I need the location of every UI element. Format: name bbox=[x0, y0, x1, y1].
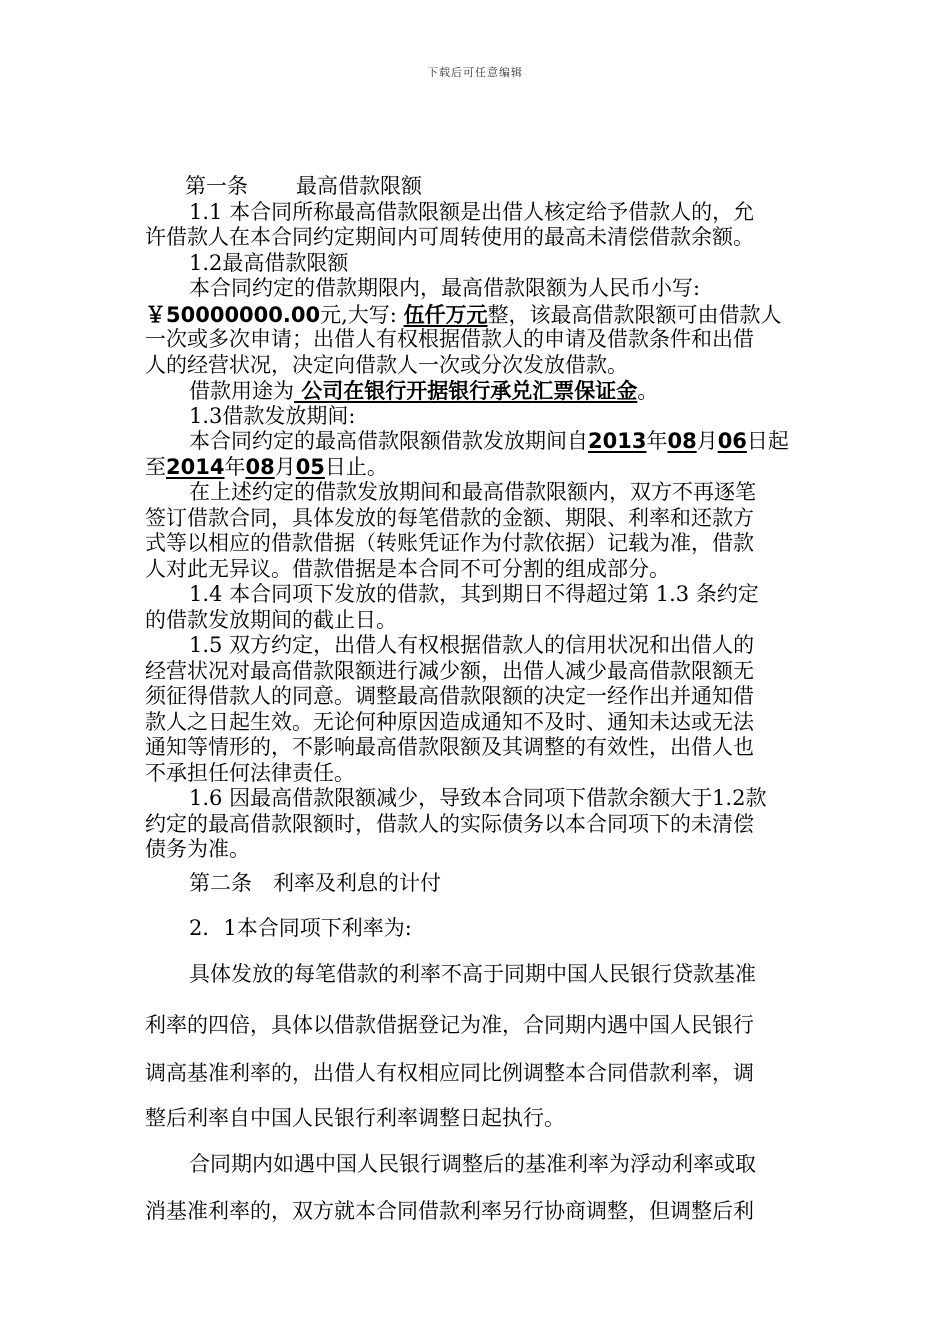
year-char: 年 bbox=[646, 429, 668, 453]
start-day: 06 bbox=[717, 429, 747, 453]
article-1-heading: 最高借款限额 bbox=[296, 174, 422, 198]
clause-1-2-line-1: 本合同约定的借款期限内，最高借款限额为人民币小写: bbox=[189, 276, 701, 300]
end-year: 2014 bbox=[166, 454, 225, 479]
amount-in-words: 伍仟万元 bbox=[403, 301, 488, 327]
loan-purpose-value: 公司在银行开据银行承兑汇票保证金 bbox=[294, 378, 638, 403]
adjust-para-line-1: 合同期内如遇中国人民银行调整后的基准利率为浮动利率或取 bbox=[189, 1152, 756, 1176]
clause-1-3b-line-3: 式等以相应的借款借据（转账凭证作为付款依据）记载为准，借款 bbox=[145, 531, 754, 555]
clause-1-2-line-3: 一次或多次申请；出借人有权根据借款人的申请及借款条件和出借 bbox=[145, 327, 754, 351]
to-char: 至 bbox=[145, 454, 166, 479]
rate-para-line-2: 利率的四倍，具体以借款借据登记为准，合同期内遇中国人民银行 bbox=[145, 1013, 754, 1037]
clause-1-5-line-3: 须征得借款人的同意。调整最高借款限额的决定一经作出并通知借 bbox=[145, 684, 754, 708]
clause-1-6-line-2: 约定的最高借款限额时，借款人的实际债务以本合同项下的未清偿 bbox=[145, 811, 754, 836]
adjust-para-line-2: 消基准利率的，双方就本合同借款利率另行协商调整，但调整后利 bbox=[145, 1199, 754, 1223]
rate-para-line-4: 整后利率自中国人民银行利率调整日起执行。 bbox=[145, 1106, 565, 1130]
month-char-2: 月 bbox=[274, 454, 296, 479]
rate-para-line-3: 调高基准利率的，出借人有权相应同比例调整本合同借款利率，调 bbox=[145, 1061, 754, 1085]
clause-1-2-line-2-tail: 整，该最高借款限额可由借款人 bbox=[487, 302, 782, 327]
clause-1-5-line-6: 不承担任何法律责任。 bbox=[145, 760, 355, 785]
clause-1-6-line-1: 1.6 因最高借款限额减少，导致本合同项下借款余额大于1.2款 bbox=[189, 786, 767, 810]
clause-1-3-line-2 bbox=[145, 455, 805, 481]
clause-1-3b-line-1: 在上述约定的借款发放期间和最高借款限额内，双方不再逐笔 bbox=[189, 480, 756, 504]
article-2-title: 第二条 利率及利息的计付 bbox=[189, 871, 441, 895]
clause-1-2-line-2 bbox=[145, 302, 805, 328]
page-header: 下载后可任意编辑 bbox=[427, 66, 523, 79]
loan-purpose-label: 借款用途为 bbox=[189, 379, 294, 403]
loan-purpose-end: 。 bbox=[637, 379, 659, 403]
end-month: 08 bbox=[245, 454, 275, 479]
clause-1-4-line-1: 1.4 本合同项下发放的借款，其到期日不得超过第 1.3 条约定 bbox=[189, 582, 759, 606]
article-1-title bbox=[145, 174, 805, 200]
amount-words-label: 元,大写: bbox=[320, 302, 397, 327]
clause-1-2-heading: 1.2最高借款限额 bbox=[189, 250, 349, 275]
clause-1-6-line-3: 债务为准。 bbox=[145, 837, 250, 861]
clause-1-3b-line-2: 签订借款合同，具体发放的每笔借款的金额、期限、利率和还款方 bbox=[145, 505, 754, 530]
clause-1-2-line-4: 人的经营状况，决定向借款人一次或分次发放借款。 bbox=[145, 352, 628, 377]
year-char-2: 年 bbox=[224, 454, 246, 479]
clause-1-5-line-1: 1.5 双方约定，出借人有权根据借款人的信用状况和出借人的 bbox=[189, 633, 755, 657]
clause-1-5-line-2: 经营状况对最高借款限额进行减少额，出借人减少最高借款限额无 bbox=[145, 658, 754, 683]
month-char: 月 bbox=[696, 429, 718, 453]
clause-1-4-line-2: 的借款发放期间的截止日。 bbox=[145, 607, 397, 632]
clause-1-3-heading: 1.3借款发放期间: bbox=[189, 403, 356, 428]
day-end: 日止。 bbox=[324, 454, 388, 479]
article-1 bbox=[145, 174, 805, 863]
clause-1-3-line-1 bbox=[145, 429, 805, 455]
amount-in-figures: ￥50000000.00 bbox=[145, 302, 321, 327]
day-from: 日起 bbox=[746, 429, 789, 453]
rate-para-line-1: 具体发放的每笔借款的利率不高于同期中国人民银行贷款基准 bbox=[189, 962, 756, 986]
start-month: 08 bbox=[667, 429, 697, 453]
end-day: 05 bbox=[295, 454, 325, 479]
start-year: 2013 bbox=[588, 429, 647, 453]
clause-1-5-line-5: 通知等情形的，不影响最高借款限额及其调整的有效性，出借人也 bbox=[145, 735, 754, 759]
loan-purpose-line bbox=[145, 378, 805, 404]
clause-1-5-line-4: 款人之日起生效。无论何种原因造成通知不及时、通知未达或无法 bbox=[145, 709, 754, 734]
article-1-number: 第一条 bbox=[185, 174, 248, 198]
clause-1-3b-line-4: 人对此无异议。借款借据是本合同不可分割的组成部分。 bbox=[145, 556, 670, 581]
clause-1-1-line-2: 许借款人在本合同约定期间内可周转使用的最高未清偿借款余额。 bbox=[145, 225, 754, 249]
clause-1-1-line-1: 1.1 本合同所称最高借款限额是出借人核定给予借款人的，允 bbox=[189, 199, 755, 224]
clause-2-1-heading: 2．1本合同项下利率为: bbox=[189, 916, 412, 940]
disbursement-period-text: 本合同约定的最高借款限额借款发放期间自 bbox=[189, 429, 588, 453]
